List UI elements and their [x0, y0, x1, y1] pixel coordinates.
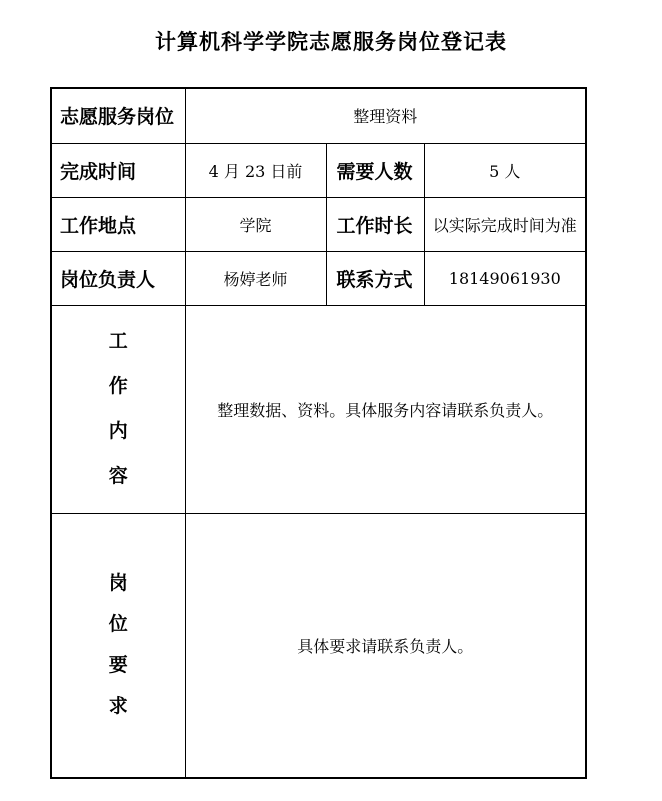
location-label: 工作地点: [51, 197, 185, 251]
work-content-label-stack: [52, 332, 185, 486]
table-row-work-content: [51, 305, 586, 513]
vertical-label-char: 岗: [108, 572, 128, 595]
vertical-label-char: 作: [108, 375, 128, 397]
vertical-label-char: 工: [108, 330, 128, 352]
headcount-value: 5 人: [424, 143, 586, 197]
vertical-label-char: 位: [108, 613, 128, 636]
deadline-label: 完成时间: [51, 143, 185, 197]
page-title: 计算机科学学院志愿服务岗位登记表: [155, 30, 507, 54]
vertical-label-char: 要: [108, 654, 128, 677]
location-value: 学院: [185, 197, 326, 251]
table-row-location-duration: [51, 197, 586, 251]
manager-label: 岗位负责人: [51, 251, 185, 305]
work-content-label: [51, 305, 185, 513]
deadline-value: 4 月 23 日前: [185, 143, 326, 197]
duration-label: 工作时长: [326, 197, 424, 251]
requirements-label-stack: [52, 574, 185, 716]
position-value: 整理资料: [185, 88, 586, 143]
table-row-requirements: [51, 513, 586, 778]
work-content-value: 整理数据、资料。具体服务内容请联系负责人。: [185, 305, 586, 513]
registration-table: [50, 87, 587, 779]
table-row-manager-contact: [51, 251, 586, 305]
vertical-label-char: 内: [108, 420, 128, 442]
headcount-label: 需要人数: [326, 143, 424, 197]
contact-value: 18149061930: [424, 251, 586, 305]
manager-value: 杨婷老师: [185, 251, 326, 305]
requirements-label: [51, 513, 185, 778]
table-row-deadline-headcount: [51, 143, 586, 197]
vertical-label-char: 求: [108, 695, 128, 718]
requirements-value: 具体要求请联系负责人。: [185, 513, 586, 778]
contact-label: 联系方式: [326, 251, 424, 305]
table-row-position: [51, 88, 586, 143]
position-label: 志愿服务岗位: [51, 88, 185, 143]
vertical-label-char: 容: [108, 465, 128, 487]
duration-value: 以实际完成时间为准: [424, 197, 586, 251]
